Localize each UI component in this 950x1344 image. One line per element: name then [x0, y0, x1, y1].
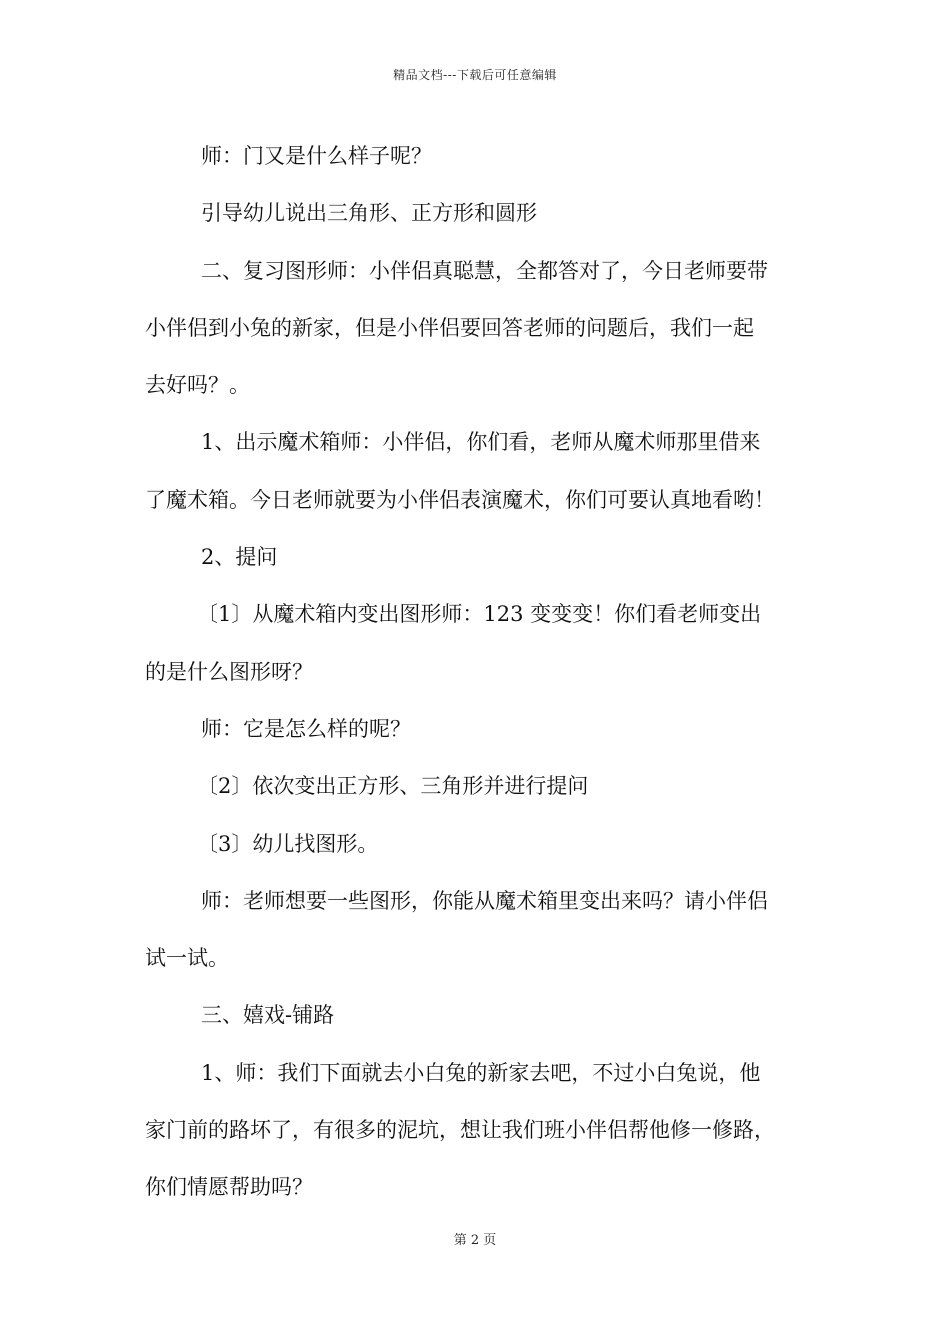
page-header: 精品文档---下载后可任意编辑	[393, 68, 557, 82]
paragraph-line: 了魔术箱。今日老师就要为小伴侣表演魔术，你们可要认真地看哟！	[145, 487, 775, 512]
paragraph-line: 二、复习图形师：小伴侣真聪慧，全都答对了，今日老师要带	[201, 258, 768, 283]
paragraph-line: 小伴侣到小兔的新家，但是小伴侣要回答老师的问题后，我们一起	[145, 315, 754, 340]
paragraph-line: 师：门又是什么样子呢？	[201, 144, 432, 168]
page-footer: 第 2 页	[453, 1233, 497, 1248]
paragraph-line: 的是什么图形呀？	[145, 659, 313, 684]
paragraph-line: 你们情愿帮助吗？	[145, 1175, 313, 1200]
paragraph-line: 〔1〕从魔术箱内变出图形师：123 变变变！你们看老师变出	[197, 602, 762, 627]
paragraph-line: 〔2〕依次变出正方形、三角形并进行提问	[197, 774, 589, 799]
paragraph-line: 试一试。	[145, 946, 229, 971]
document-body	[145, 128, 810, 1217]
paragraph-line: 三、嬉戏-铺路	[201, 1003, 335, 1028]
paragraph-line: 1、师：我们下面就去小白兔的新家去吧，不过小白兔说，他	[201, 1060, 761, 1085]
paragraph-line: 师：它是怎么样的呢？	[201, 716, 411, 741]
paragraph-line: 〔3〕幼儿找图形。	[197, 831, 379, 856]
paragraph-line: 师：老师想要一些图形，你能从魔术箱里变出来吗？请小伴侣	[201, 888, 768, 913]
paragraph-line: 去好吗？。	[145, 373, 250, 398]
paragraph-line: 家门前的路坏了，有很多的泥坑，想让我们班小伴侣帮他修一修路，	[145, 1118, 775, 1143]
paragraph-line: 引导幼儿说出三角形、正方形和圆形	[201, 201, 537, 226]
paragraph-line: 2、提问	[201, 545, 278, 570]
paragraph-line: 1、出示魔术箱师：小伴侣，你们看，老师从魔术师那里借来	[201, 430, 761, 455]
